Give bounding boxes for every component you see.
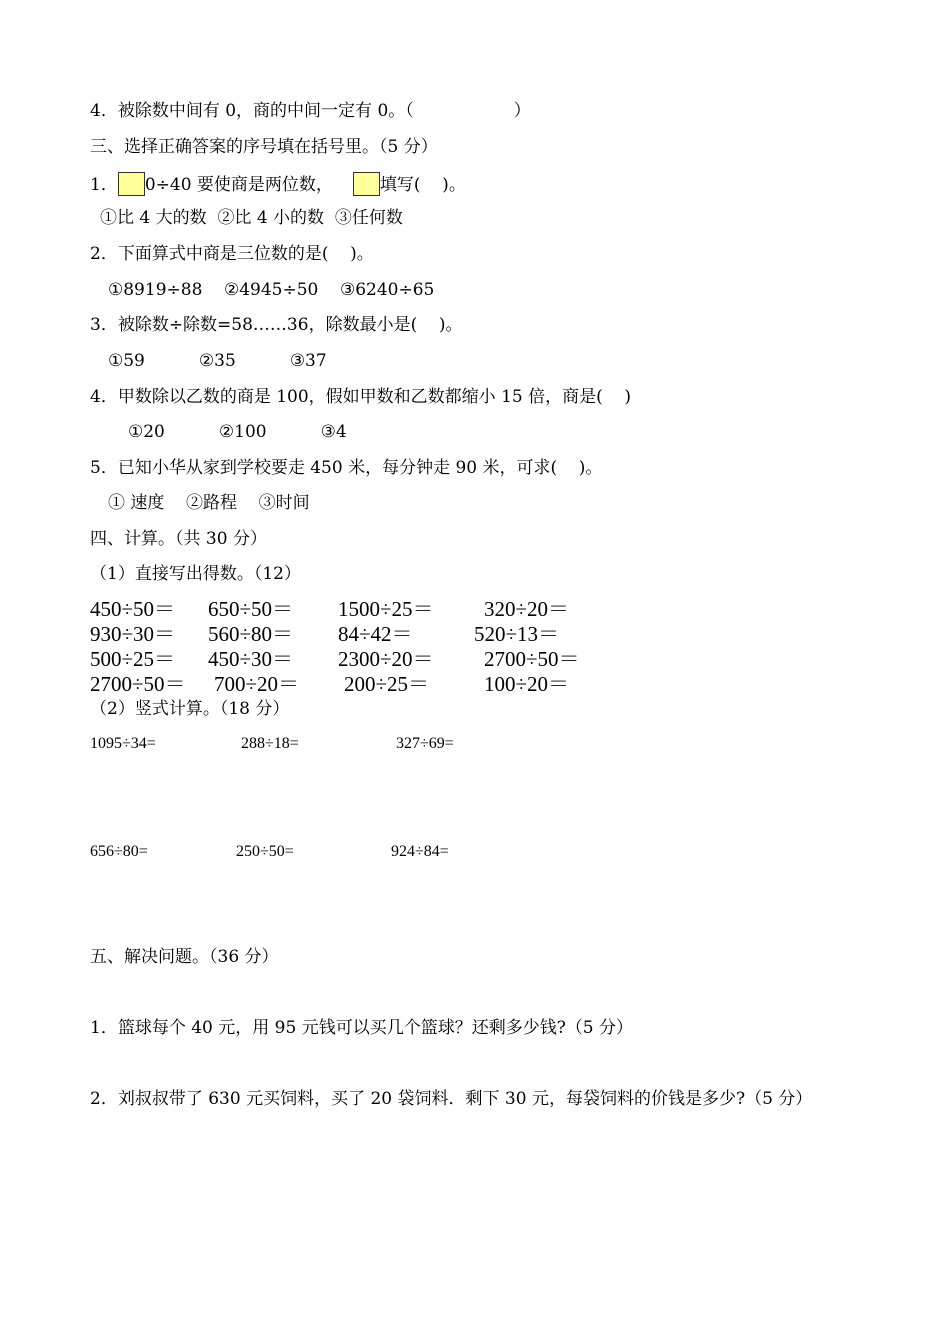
problem-1: 1．篮球每个 40 元，用 95 元钱可以买几个篮球？还剩多少钱?（5 分） <box>90 1018 634 1038</box>
oral-item: 84÷42＝ <box>338 622 413 646</box>
vertical-item: 250÷50= <box>236 843 294 860</box>
oral-item: 700÷20＝ <box>214 672 300 696</box>
part3-q2: 2．下面算式中商是三位数的是( )。 <box>90 244 374 264</box>
part3-q5: 5．已知小华从家到学校要走 450 米，每分钟走 90 米，可求( )。 <box>90 458 603 478</box>
part3-q2-options: ①8919÷88 ②4945÷50 ③6240÷65 <box>108 280 435 300</box>
oral-item: 1500÷25＝ <box>338 597 434 621</box>
vertical-item: 1095÷34= <box>90 735 156 752</box>
oral-item: 450÷30＝ <box>208 647 294 671</box>
oral-item: 450÷50＝ <box>90 597 176 621</box>
part3-q4-options: ①20 ②100 ③4 <box>128 422 347 442</box>
answer-box-1[interactable] <box>118 172 145 196</box>
section4-heading: 四、计算。（共 30 分） <box>90 529 267 549</box>
part3-q3-options: ①59 ②35 ③37 <box>108 351 327 371</box>
oral-item: 560÷80＝ <box>208 622 294 646</box>
oral-item: 2700÷50＝ <box>484 647 580 671</box>
vertical-item: 924÷84= <box>391 843 449 860</box>
oral-item: 100÷20＝ <box>484 672 570 696</box>
oral-item: 2700÷50＝ <box>90 672 186 696</box>
section3-heading: 三、选择正确答案的序号填在括号里。（5 分） <box>90 137 438 157</box>
problem-2: 2．刘叔叔带了 630 元买饲料，买了 20 袋饲料．剩下 30 元，每袋饲料的价钱是多少?（5 分） <box>90 1089 813 1109</box>
oral-item: 520÷13＝ <box>474 622 560 646</box>
vertical-item: 327÷69= <box>396 735 454 752</box>
vertical-item: 656÷80= <box>90 843 148 860</box>
part3-q1-options: ①比 4 大的数 ②比 4 小的数 ③任何数 <box>100 208 403 228</box>
part3-q1: 1． 0÷40 要使商是两位数， 填写( )。 <box>90 172 466 196</box>
part3-q4: 4．甲数除以乙数的商是 100，假如甲数和乙数都缩小 15 倍，商是( ) <box>90 387 631 407</box>
oral-item: 320÷20＝ <box>484 597 570 621</box>
vertical-item: 288÷18= <box>241 735 299 752</box>
oral-item: 500÷25＝ <box>90 647 176 671</box>
oral-calc-title: （1）直接写出得数。（12） <box>90 564 301 584</box>
answer-box-2[interactable] <box>353 172 380 196</box>
oral-item: 650÷50＝ <box>208 597 294 621</box>
part2-item4: 4．被除数中间有 0，商的中间一定有 0。（ ） <box>90 101 531 121</box>
part3-q3: 3．被除数÷除数=58……36，除数最小是( )。 <box>90 315 463 335</box>
oral-item: 200÷25＝ <box>344 672 430 696</box>
oral-item: 930÷30＝ <box>90 622 176 646</box>
oral-item: 2300÷20＝ <box>338 647 434 671</box>
part3-q5-options: ① 速度 ②路程 ③时间 <box>108 493 310 513</box>
section5-heading: 五、解决问题。（36 分） <box>90 947 279 967</box>
vertical-calc-title: （2）竖式计算。（18 分） <box>90 699 290 719</box>
